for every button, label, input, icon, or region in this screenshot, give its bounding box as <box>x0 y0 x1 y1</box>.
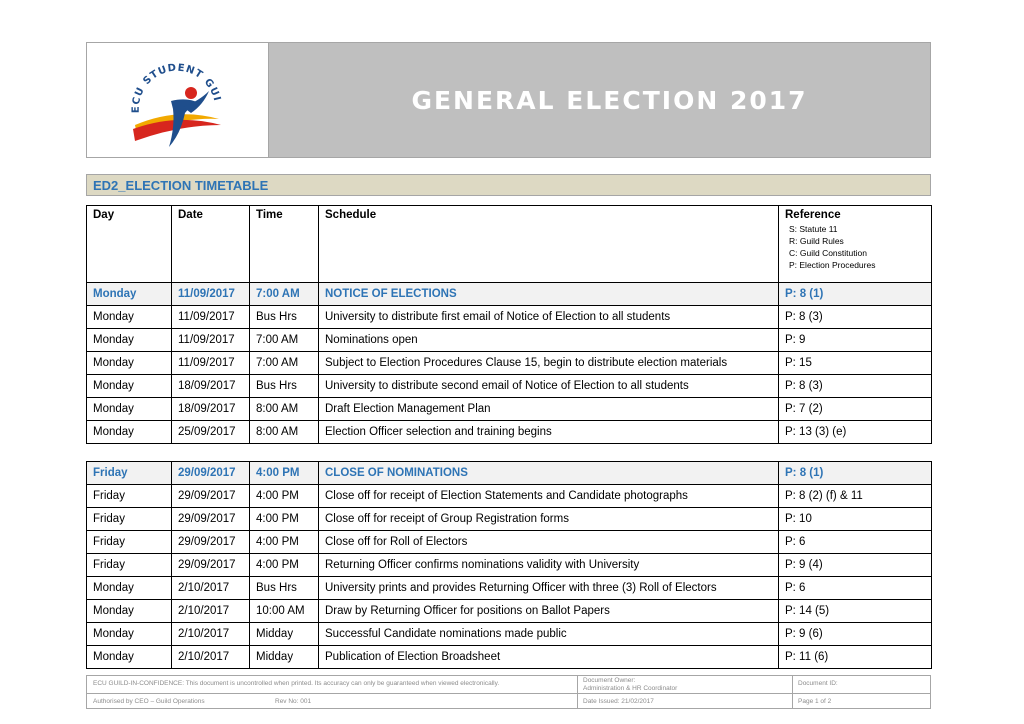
table-row <box>87 485 932 508</box>
cell-time: 4:00 PM <box>250 485 319 508</box>
cell-schedule: Draft Election Management Plan <box>319 398 779 421</box>
cell-date: 29/09/2017 <box>172 554 250 577</box>
cell-day: Monday <box>87 306 172 329</box>
cell-day: Monday <box>87 646 172 669</box>
cell-schedule: Election Officer selection and training begins <box>319 421 779 444</box>
cell-time: 7:00 AM <box>250 283 319 306</box>
guild-logo <box>87 43 269 157</box>
column-header-day: Day <box>87 206 172 283</box>
reference-key: R: Guild Rules <box>789 236 844 246</box>
cell-date: 2/10/2017 <box>172 646 250 669</box>
cell-time: Midday <box>250 623 319 646</box>
cell-date: 11/09/2017 <box>172 306 250 329</box>
cell-day: Monday <box>87 375 172 398</box>
cell-day: Monday <box>87 623 172 646</box>
cell-day: Monday <box>87 398 172 421</box>
cell-date: 29/09/2017 <box>172 508 250 531</box>
cell-time: 7:00 AM <box>250 352 319 375</box>
cell-date: 2/10/2017 <box>172 600 250 623</box>
cell-reference: P: 8 (3) <box>779 306 932 329</box>
cell-reference: P: 9 (6) <box>779 623 932 646</box>
column-header-date: Date <box>172 206 250 283</box>
logo-text: ECU STUDENT GUI <box>130 62 223 114</box>
table-row <box>87 531 932 554</box>
cell-time: Midday <box>250 646 319 669</box>
cell-schedule: University to distribute second email of Notice of Election to all students <box>319 375 779 398</box>
cell-reference: P: 13 (3) (e) <box>779 421 932 444</box>
cell-date: 18/09/2017 <box>172 398 250 421</box>
cell-time: 10:00 AM <box>250 600 319 623</box>
cell-schedule: Draw by Returning Officer for positions on Ballot Papers <box>319 600 779 623</box>
document-footer <box>86 675 931 709</box>
cell-reference: P: 6 <box>779 577 932 600</box>
cell-reference: P: 8 (3) <box>779 375 932 398</box>
footer-divider <box>577 676 578 708</box>
cell-day: Friday <box>87 485 172 508</box>
cell-date: 11/09/2017 <box>172 283 250 306</box>
table-row <box>87 329 932 352</box>
cell-schedule: NOTICE OF ELECTIONS <box>319 283 779 306</box>
cell-reference: P: 9 <box>779 329 932 352</box>
cell-schedule: Close off for receipt of Group Registration forms <box>319 508 779 531</box>
cell-reference: P: 8 (1) <box>779 283 932 306</box>
timetable-nominations <box>86 205 932 444</box>
cell-time: Bus Hrs <box>250 375 319 398</box>
cell-time: 7:00 AM <box>250 329 319 352</box>
cell-schedule: University to distribute first email of Notice of Election to all students <box>319 306 779 329</box>
cell-time: 4:00 PM <box>250 462 319 485</box>
footer-owner-label: Document Owner: <box>583 677 636 684</box>
cell-date: 2/10/2017 <box>172 577 250 600</box>
cell-time: Bus Hrs <box>250 306 319 329</box>
cell-time: 8:00 AM <box>250 421 319 444</box>
table-row <box>87 375 932 398</box>
cell-date: 11/09/2017 <box>172 352 250 375</box>
cell-time: 4:00 PM <box>250 554 319 577</box>
footer-authorised: Authorised by CEO – Guild Operations <box>93 698 205 705</box>
cell-schedule: Publication of Election Broadsheet <box>319 646 779 669</box>
cell-date: 29/09/2017 <box>172 485 250 508</box>
cell-day: Monday <box>87 421 172 444</box>
cell-reference: P: 8 (1) <box>779 462 932 485</box>
cell-date: 18/09/2017 <box>172 375 250 398</box>
cell-day: Monday <box>87 577 172 600</box>
cell-day: Friday <box>87 508 172 531</box>
milestone-row <box>87 283 932 306</box>
column-header-reference <box>779 206 932 283</box>
table-row <box>87 646 932 669</box>
cell-schedule: CLOSE OF NOMINATIONS <box>319 462 779 485</box>
footer-divider <box>792 676 793 708</box>
cell-day: Friday <box>87 462 172 485</box>
cell-time: Bus Hrs <box>250 577 319 600</box>
table-row <box>87 577 932 600</box>
reference-key-list <box>785 223 925 271</box>
cell-day: Monday <box>87 600 172 623</box>
cell-day: Monday <box>87 283 172 306</box>
cell-reference: P: 6 <box>779 531 932 554</box>
title-banner <box>269 43 930 157</box>
table-row <box>87 623 932 646</box>
milestone-row <box>87 462 932 485</box>
cell-day: Monday <box>87 329 172 352</box>
cell-reference: P: 7 (2) <box>779 398 932 421</box>
cell-reference: P: 11 (6) <box>779 646 932 669</box>
cell-time: 4:00 PM <box>250 508 319 531</box>
cell-schedule: University prints and provides Returning Officer with three (3) Roll of Electors <box>319 577 779 600</box>
column-header-row <box>87 206 932 283</box>
table-row <box>87 600 932 623</box>
guild-logo-graphic <box>87 43 269 157</box>
cell-date: 25/09/2017 <box>172 421 250 444</box>
column-header-time: Time <box>250 206 319 283</box>
reference-key: C: Guild Constitution <box>789 248 867 258</box>
table-row <box>87 306 932 329</box>
cell-schedule: Close off for receipt of Election Statements and Candidate photographs <box>319 485 779 508</box>
document-title: GENERAL ELECTION 2017 <box>411 85 808 115</box>
cell-day: Friday <box>87 531 172 554</box>
table-row <box>87 554 932 577</box>
footer-date-issued: Date Issued: 21/02/2017 <box>583 698 654 705</box>
section-title: ED2_ELECTION TIMETABLE <box>93 178 269 193</box>
footer-document-id: Document ID: <box>798 680 838 687</box>
cell-date: 29/09/2017 <box>172 531 250 554</box>
timetable-close-of-nominations <box>86 461 932 669</box>
cell-date: 29/09/2017 <box>172 462 250 485</box>
table-row <box>87 508 932 531</box>
cell-reference: P: 14 (5) <box>779 600 932 623</box>
cell-date: 2/10/2017 <box>172 623 250 646</box>
cell-schedule: Nominations open <box>319 329 779 352</box>
document-header <box>86 42 931 158</box>
reference-key: S: Statute 11 <box>789 224 838 234</box>
cell-schedule: Returning Officer confirms nominations validity with University <box>319 554 779 577</box>
section-header <box>86 174 931 196</box>
cell-reference: P: 8 (2) (f) & 11 <box>779 485 932 508</box>
reference-title: Reference <box>785 209 841 221</box>
cell-day: Friday <box>87 554 172 577</box>
column-header-schedule: Schedule <box>319 206 779 283</box>
cell-date: 11/09/2017 <box>172 329 250 352</box>
cell-reference: P: 15 <box>779 352 932 375</box>
cell-reference: P: 10 <box>779 508 932 531</box>
cell-reference: P: 9 (4) <box>779 554 932 577</box>
table-row <box>87 352 932 375</box>
footer-divider <box>87 693 930 694</box>
cell-schedule: Subject to Election Procedures Clause 15, begin to distribute election materials <box>319 352 779 375</box>
cell-schedule: Successful Candidate nominations made public <box>319 623 779 646</box>
footer-confidential: ECU GUILD-IN-CONFIDENCE: This document is uncontrolled when printed. Its accuracy can only be guaranteed when viewed electronically. <box>93 680 500 687</box>
footer-revision: Rev No: 001 <box>275 698 312 705</box>
cell-time: 8:00 AM <box>250 398 319 421</box>
cell-schedule: Close off for Roll of Electors <box>319 531 779 554</box>
table-row <box>87 398 932 421</box>
cell-day: Monday <box>87 352 172 375</box>
reference-key: P: Election Procedures <box>789 260 876 270</box>
footer-owner-value: Administration & HR Coordinator <box>583 685 678 692</box>
cell-time: 4:00 PM <box>250 531 319 554</box>
table-row <box>87 421 932 444</box>
footer-page-number: Page 1 of 2 <box>798 698 832 705</box>
